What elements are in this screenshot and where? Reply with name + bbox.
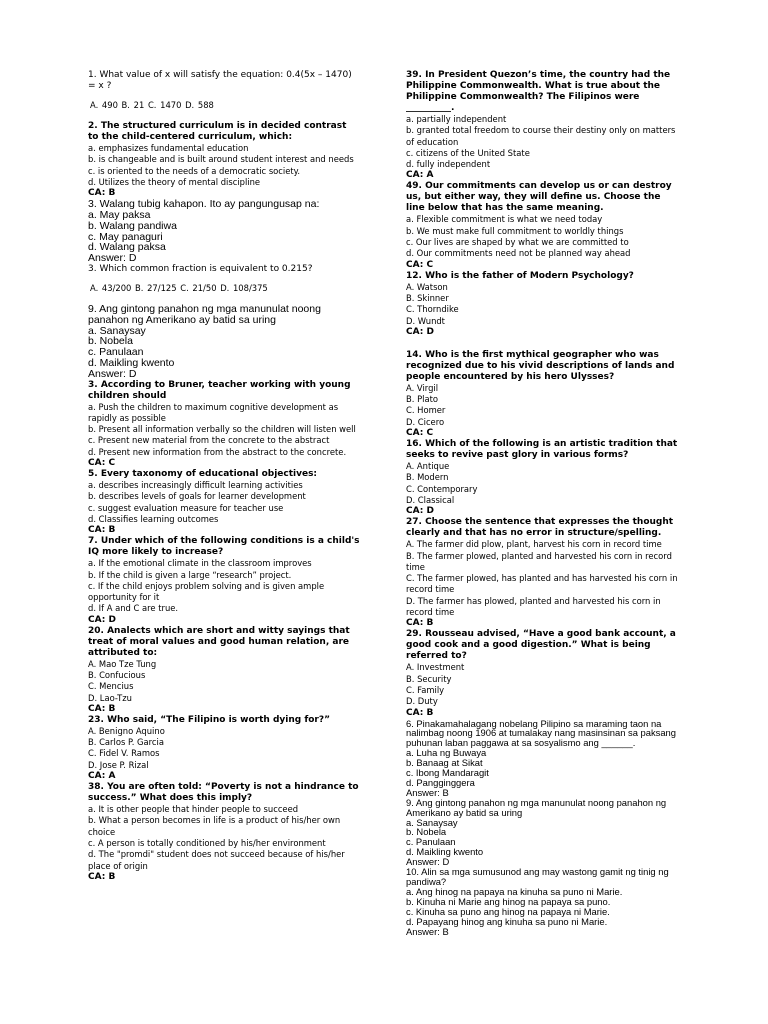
question-stem: 6. Pinakamahalagang nobelang Pilipino sa maraming taon na nalimbag noong 1906 at tumalakay nang masinsinan sa paksang puhunan laban paggawa at sa sosyalismo ang ______. [406, 717, 676, 749]
question-stem: 9. Ang gintong panahon ng mga manunulat noong panahon ng Amerikano ay batid sa uring [406, 796, 667, 818]
question-stem: 10. Alin sa mga sumusunod ang may wastong gamit ng tinig ng pandiwa? [406, 866, 669, 887]
answer-blank: __________. [406, 103, 455, 113]
option: c. May panaguri [88, 230, 163, 243]
correct-answer: CA: C [88, 458, 116, 469]
option: D. Cicero [406, 416, 445, 427]
option: c. Ibong Mandaragit [406, 767, 489, 779]
correct-answer: CA: B [406, 707, 434, 718]
option: c. suggest evaluation measure for teacher use [88, 502, 284, 513]
option: A. Antique [406, 461, 450, 472]
option: b. Banaag at Sikat [406, 757, 483, 769]
option: c. citizens of the United State [406, 147, 530, 158]
correct-answer: CA: C [406, 428, 434, 439]
option: D. The farmer has plowed, planted and harvested his corn in record time [406, 595, 661, 618]
option: b. granted total freedom to course their destiny only on matters of education [406, 125, 676, 147]
correct-answer: CA: D [406, 326, 434, 337]
option: b. is changeable and is built around student interest and needs [88, 154, 354, 165]
correct-answer: CA: A [88, 771, 116, 782]
option: C. Homer [406, 405, 446, 416]
option: C. Fidel V. Ramos [88, 748, 160, 759]
question-3-fraction [88, 264, 360, 294]
question-stem: 12. Who is the father of Modern Psychology? [406, 270, 634, 281]
option: c. Panulaan [406, 836, 456, 848]
correct-answer: CA: D [406, 506, 434, 517]
question-stem: 49. Our commitments can develop us or can destroy us, but either way, they will define us. Choose the line below that has the same meaning. [406, 181, 672, 214]
correct-answer: CA: B [88, 703, 116, 714]
option: C. Family [406, 684, 445, 695]
option: b. Kinuha ni Marie ang hinog na papaya sa puno. [406, 895, 611, 907]
option: c. Present new material from the concrete to the abstract [88, 435, 330, 446]
question-10-pandiwa [406, 867, 678, 936]
question-7-iq [88, 536, 360, 625]
question-stem: 39. In President Quezon’s time, the country had the Philippine Commonwealth. What is true about the Philippine Commonwealth? The Filipinos were [406, 70, 671, 102]
correct-answer: CA: B [88, 525, 116, 536]
question-stem: 14. Who is the first mythical geographer who was recognized due to his vivid descriptions of lands and people encountered by his hero Ulysses? [406, 349, 675, 382]
question-6-nobela [406, 719, 678, 798]
option: B. Plato [406, 394, 438, 405]
question-stem: 7. Under which of the following conditions is a child's IQ more likely to increase? [88, 536, 360, 558]
question-16-artistic-tradition [406, 439, 678, 517]
option: b. Walang pandiwa [88, 219, 177, 232]
question-39-commonwealth [406, 70, 678, 181]
option: B. Confucious [88, 670, 146, 680]
option: a. Flexible commitment is what we need today [406, 214, 603, 225]
option: a. Ang hinog na papaya na kinuha sa puno ni Marie. [406, 885, 623, 897]
option: D. Jose P. Rizal [88, 759, 149, 770]
option: B. Modern [406, 472, 449, 483]
option: C. Thorndike [406, 304, 459, 315]
option: B. Security [406, 673, 452, 684]
option: A. Investment [406, 662, 465, 673]
correct-answer: CA: B [88, 871, 116, 882]
question-49-commitments [406, 181, 678, 270]
option: D. Classical [406, 494, 455, 505]
option: a. It is other people that hinder people to succeed [88, 804, 299, 815]
option: c. is oriented to the needs of a democratic society. [88, 165, 301, 176]
option: c. If the child enjoys problem solving and is given ample opportunity for it [88, 580, 325, 603]
option: d. Maikling kwento [406, 846, 484, 858]
question-2-curriculum [88, 121, 360, 199]
option: d. Walang paksa [88, 241, 166, 254]
question-stem: 20. Analects which are short and witty sayings that treat of moral values and good human relation, are attributed to: [88, 625, 350, 658]
option: a. Sanaysay [88, 324, 146, 337]
question-29-rousseau [406, 629, 678, 718]
option: d. Maikling kwento [88, 356, 175, 369]
option: a. Luha ng Buwaya [406, 747, 487, 759]
question-1-equation [88, 70, 360, 111]
question-stem: 29. Rousseau advised, “Have a good bank account, a good cook and a good digestion.” What is being referred to? [406, 629, 676, 662]
option: d. Utilizes the theory of mental discipline [88, 176, 261, 187]
option: b. Present all information verbally so the children will listen well [88, 424, 356, 435]
option: c. Panulaan [88, 346, 144, 359]
option: D. Wundt [406, 315, 445, 326]
option: c. A person is totally conditioned by his/her environment [88, 837, 326, 848]
option: d. If A and C are true. [88, 603, 179, 614]
question-3-bruner [88, 380, 360, 469]
correct-answer: CA: B [406, 618, 434, 629]
question-9-gintong-panahon [88, 304, 360, 380]
question-12-psychology [406, 271, 678, 338]
option: d. Classifies learning outcomes [88, 513, 219, 524]
correct-answer: CA: B [88, 188, 116, 199]
option: d. The "promdi" student does not succeed because of his/her place of origin [88, 849, 345, 871]
option: a. partially independent [406, 114, 507, 124]
correct-answer: Answer: D [406, 856, 450, 868]
option: A. Mao Tze Tung [88, 658, 157, 669]
question-27-sentence [406, 517, 678, 629]
option: B. Skinner [406, 292, 449, 303]
option: a. Push the children to maximum cognitive development as rapidly as possible [88, 401, 339, 423]
option: a. If the emotional climate in the classroom improves [88, 558, 312, 569]
option: b. Nobela [406, 826, 447, 838]
option: C. Contemporary [406, 483, 478, 494]
option: D. Duty [406, 696, 438, 707]
option: b. If the child is given a large “research” project. [88, 569, 292, 580]
option: d. Papayang hinog ang kinuha sa puno ni Marie. [406, 915, 608, 927]
option: B. Carlos P. Garcia [88, 737, 164, 748]
option: C. The farmer plowed, has planted and has harvested his corn in record time [406, 573, 678, 595]
inline-options: A. 43/200 B. 27/125 C. 21/50 D. 108/375 [90, 282, 268, 293]
question-stem: 3. Which common fraction is equivalent to 0.215? [88, 263, 313, 274]
option: d. Our commitments need not be planned way ahead [406, 248, 631, 259]
option: D. Lao-Tzu [88, 692, 132, 703]
option: d. fully independent [406, 159, 491, 170]
option: b. Nobela [88, 335, 133, 348]
correct-answer: CA: D [88, 614, 116, 625]
option: C. Mencius [88, 681, 134, 692]
question-5-taxonomy [88, 469, 360, 536]
correct-answer: CA: C [406, 259, 434, 270]
option: A. The farmer did plow, plant, harvest his corn in record time [406, 539, 662, 550]
option: d. Pangginggera [406, 776, 475, 788]
question-stem: 27. Choose the sentence that expresses the thought clearly and that has no error in structure/spelling. [406, 517, 674, 539]
question-stem: 1. What value of x will satisfy the equation: 0.4(5x – 1470) = x ? [88, 70, 352, 91]
left-column [88, 70, 360, 883]
inline-options: A. 490 B. 21 C. 1470 D. 588 [90, 100, 214, 110]
option: A. Benigno Aquino [88, 725, 165, 736]
question-stem: 23. Who said, “The Filipino is worth dying for?” [88, 714, 330, 725]
option: B. The farmer plowed, planted and harvested his corn in record time [406, 550, 672, 572]
option: A. Virgil [406, 382, 439, 393]
question-3-pangungusap [88, 199, 360, 264]
correct-answer: Answer: B [406, 925, 449, 937]
question-stem: 38. You are often told: “Poverty is not a hindrance to success.” What does this imply? [88, 782, 359, 804]
option: d. Present new information from the abstract to the concrete. [88, 446, 347, 457]
question-stem: 9. Ang gintong panahon ng mga manunulat noong panahon ng Amerikano ay batid sa uring [88, 302, 321, 326]
correct-answer: CA: A [406, 170, 434, 181]
option: a. describes increasingly difficult learning activities [88, 480, 303, 491]
option: a. May paksa [88, 208, 151, 221]
question-20-analects [88, 626, 360, 715]
correct-answer: Answer: D [88, 252, 137, 265]
option: b. What a person becomes in life is a product of his/her own choice [88, 815, 341, 837]
question-stem: 2. The structured curriculum is in decided contrast to the child-centered curriculum, which: [88, 121, 347, 142]
option: b. describes levels of goals for learner development [88, 491, 306, 502]
question-9-gintong-panahon-repeat [406, 798, 678, 867]
question-38-poverty [88, 782, 360, 883]
option: b. We must make full commitment to worldly things [406, 225, 624, 236]
question-23-filipino [88, 715, 360, 782]
question-stem: 3. Walang tubig kahapon. Ito ay pangungusap na: [88, 198, 320, 211]
option: c. Kinuha sa puno ang hinog na papaya ni Marie. [406, 905, 610, 917]
correct-answer: Answer: B [406, 786, 449, 798]
option: a. emphasizes fundamental education [88, 143, 249, 153]
option: c. Our lives are shaped by what we are committed to [406, 237, 629, 248]
question-14-geographer [406, 350, 678, 439]
right-column [406, 70, 678, 936]
option: A. Watson [406, 281, 448, 292]
question-stem: 3. According to Bruner, teacher working with young children should [88, 379, 351, 401]
correct-answer: Answer: D [88, 367, 137, 380]
question-stem: 16. Which of the following is an artistic tradition that seeks to revive past glory in various forms? [406, 439, 678, 461]
question-stem: 5. Every taxonomy of educational objectives: [88, 469, 318, 480]
option: a. Sanaysay [406, 816, 458, 828]
